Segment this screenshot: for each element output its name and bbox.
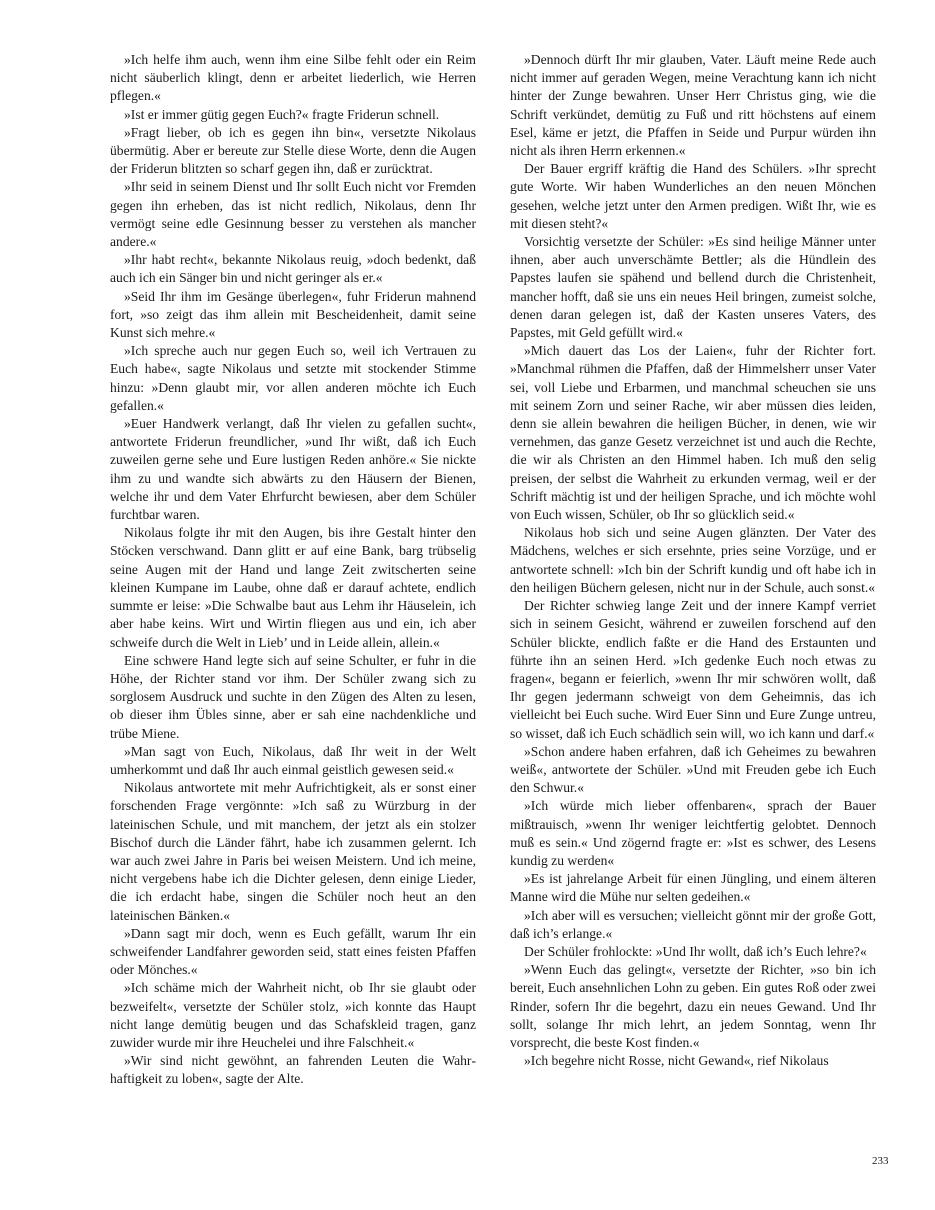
paragraph: »Ich helfe ihm auch, wenn ihm eine Silbe fehlt oder ein Reim nicht säuberlich klingt, denn er arbeitet liederlich, wie Herren pflegen.« xyxy=(110,52,476,104)
paragraph: Nikolaus antwortete mit mehr Aufrichtigkeit, als er sonst einer forschenden Frage vergönnte: »Ich saß zu Würzburg in der lateinischen Schule, und mit manchem, der jetzt als ein stolzer Bischof durch die Länder fährt, habe ich zusammen gelernt. Ich war auch zwei Jahre in Paris bei weisen Meistern. Und ich meine, nicht vergebens habe ich die Dichter gelesen, denn einige Lieder, die ich erdacht habe, singen die Schüler noch heut an den lateinischen Bänken.« xyxy=(110,780,476,923)
paragraph: Vorsichtig versetzte der Schüler: »Es sind heilige Männer unter ihnen, aber auch unverschämte Bettler; als die Hündlein des Papstes laufen sie spähend und bellend durch die Christenheit, mancher hofft, daß sie uns ein neues Heil bringen, zumeist solche, denen daran gelegen ist, daß der Kasten unseres Vaters, des Papstes, mit Geld gefüllt wird.« xyxy=(510,234,876,341)
paragraph: »Mich dauert das Los der Laien«, fuhr der Richter fort. »Manchmal rühmen die Pfaffen, daß der Himmelsherr unser Vater sei, voll Liebe und Erbarmen, und manchmal scheuchen sie uns mit seinem Zorn und seiner Rache, wir aber müssen dies leiden, denn sie allein bewahren die heiligen Bücher, in denen, wie wir vernehmen, das ganze Gesetz verzeichnet ist und auch die Rechte, die wir als Christen an den Himmel haben. Ich muß den selig preisen, der selbst die Wahrheit zu erkunden vermag, weil er der Schrift mächtig ist und der heiligen Sprache, und ich möchte wohl von Euch wissen, Schüler, ob Ihr so glücklich seid.« xyxy=(510,343,876,523)
paragraph: »Wenn Euch das gelingt«, versetzte der Richter, »so bin ich bereit, Euch ansehnlichen Lohn zu geben. Ein gutes Roß oder zwei Rinder, sofern Ihr die begehrt, dazu ein neues Gewand. Und Ihr sollt, solange Ihr mich lehrt, an jedem Sonntag, wenn Ihr vorsprecht, die beste Kost finden.« xyxy=(510,962,876,1050)
paragraph: »Man sagt von Euch, Nikolaus, daß Ihr weit in der Welt umherkommt und daß Ihr auch einmal geistlich gewesen seid.« xyxy=(110,743,476,777)
paragraph: »Dennoch dürft Ihr mir glauben, Vater. Läuft meine Rede auch nicht immer auf geraden Wegen, meine Verachtung kann ich nicht hinter der Zunge bewahren. Unser Herr Christus ging, wie die Schrift verkündet, demütig zu Fuß und ritt höchstens auf einem Esel, käme er jetzt, die Pfaffen in Seide und Purpur würden ihn nicht als ihren Herrn erkennen.« xyxy=(510,52,876,159)
paragraph: Der Richter schwieg lange Zeit und der innere Kampf verriet sich in seinem Gesicht, während er zuweilen forschend auf den Schüler blickte, endlich faßte er die Hand des Erstaunten und führte ihn an seinen Herd. »Ich gedenke Euch noch etwas zu fragen«, begann er feierlich, »wenn Ihr mir schwören wollt, daß Ihr gegen jedermann schweigt von dem Geheimnis, das ich vielleicht bei Euch suche. Wird Euer Sinn und Eure Zunge untreu, so wisset, daß ich Euch schädlich sein will, wo ich kann und darf.« xyxy=(510,598,876,741)
paragraph: »Wir sind nicht gewöhnt, an fahrenden Leuten die Wahrhaftigkeit zu loben«, sagte der Alte. xyxy=(110,1053,476,1087)
paragraph: »Dann sagt mir doch, wenn es Euch gefällt, warum Ihr ein schweifender Landfahrer geworden seid, statt eines feisten Pfaffen oder Mönches.« xyxy=(110,925,476,978)
paragraph: Eine schwere Hand legte sich auf seine Schulter, er fuhr in die Höhe, der Richter stand vor ihm. Der Schüler zwang sich zu sorglosem Ausdruck und suchte in den Zügen des Alten zu lesen, ob dieser ihm Übles sinne, aber er sah eine nachdenkliche und trübe Miene. xyxy=(110,652,476,741)
paragraph: »Seid Ihr ihm im Gesänge überlegen«, fuhr Friderun mahnend fort, »so zeigt das ihm allein mit Bescheidenheit, damit seine Kunst sich mehre.« xyxy=(110,288,476,341)
paragraph: »Ich begehre nicht Rosse, nicht Gewand«, rief Nikolaus xyxy=(524,1053,829,1069)
paragraph: »Euer Handwerk verlangt, daß Ihr vielen zu gefallen sucht«, antwortete Friderun freundlicher, »und Ihr wißt, daß ich Euch zuweilen gerne sehe und Eure lustigen Reden anhöre.« Sie nickte ihm zu und wandte sich abwärts zu den Häusern der Bienen, welche ihr und dem Vater Ehrfurcht bewiesen, aber dem Schüler furchtbar waren. xyxy=(110,416,476,523)
paragraph: Nikolaus folgte ihr mit den Augen, bis ihre Gestalt hinter den Stöcken verschwand. Dann glitt er auf eine Bank, barg trübselig seine Augen mit der Hand und lange Zeit zwitscherten seine kleinen Kumpane im Laube, ohne daß er darauf achtete, endlich summte er leise: »Die Schwalbe baut aus Lehm ihr Häuselein, ich aber habe keins. Wirt und Wirtin fliegen aus und ein, ich aber schweife durch die Welt in Lieb’ und in Leide allein, allein.« xyxy=(110,525,476,650)
paragraph: »Schon andere haben erfahren, daß ich Geheimes zu bewahren weiß«, antwortete der Schüler. »Und mit Freuden gebe ich Euch den Schwur.« xyxy=(510,743,876,796)
left-column xyxy=(110,51,476,1089)
paragraph: »Ich spreche auch nur gegen Euch so, weil ich Vertrauen zu Euch habe«, sagte Nikolaus und setzte mit stockender Stimme hinzu: »Denn glaubt mir, vor allen anderen möchte ich Euch gefallen.« xyxy=(110,343,476,413)
paragraph: Der Schüler frohlockte: »Und Ihr wollt, daß ich’s Euch lehre?« xyxy=(524,943,867,959)
paragraph: »Es ist jahrelange Arbeit für einen Jüngling, und einem älteren Manne wird die Mühe nur selten gedeihen.« xyxy=(510,871,876,905)
paragraph: »Ich würde mich lieber offenbaren«, sprach der Bauer mißtrauisch, »wenn Ihr weniger leichtfertig gelobtet. Dennoch muß es sein.« Und zögernd fragte er: »Ist es schwer, des Lesens kundig zu werden« xyxy=(510,798,876,868)
paragraph: »Ich schäme mich der Wahrheit nicht, ob Ihr sie glaubt oder bezweifelt«, versetzte der Schüler stolz, »ich konnte das Haupt nicht lange demütig beugen und das Schafskleid tragen, ganz zuwider wurde mir ihre Heuchelei und ihre Falschheit.« xyxy=(110,980,476,1050)
page-number: 233 xyxy=(872,1155,889,1167)
paragraph: »Ihr seid in seinem Dienst und Ihr sollt Euch nicht vor Fremden gegen ihn erheben, das ist nicht redlich, Nikolaus, denn Ihr vermögt seine edle Gesinnung besser zu verstehen als mancher andere.« xyxy=(110,179,476,250)
paragraph: Der Bauer ergriff kräftig die Hand des Schülers. »Ihr sprecht gute Worte. Wir haben Wunderliches an den neuen Mönchen gesehen, welche jetzt unter den Armen predigen. Wißt Ihr, wie es mit diesen steht?« xyxy=(510,161,876,231)
paragraph: »Ich aber will es versuchen; vielleicht gönnt mir der große Gott, daß ich’s erlange.« xyxy=(510,907,876,941)
paragraph: Nikolaus hob sich und seine Augen glänzten. Der Vater des Mädchens, welches er sich ersehnte, pries seine Vorzüge, und er antwortete schnell: »Ich bin der Schrift kundig und oft habe ich in den heiligen Büchern gelesen, nicht nur in der Schule, auch sonst.« xyxy=(510,525,876,595)
right-column xyxy=(510,51,876,1070)
paragraph: »Fragt lieber, ob ich es gegen ihn bin«, versetzte Nikolaus übermütig. Aber er bereute zur Stelle diese Worte, denn die Augen der Friderun blitzten so scharf gegen ihn, daß er zurücktrat. xyxy=(110,124,476,177)
paragraph: »Ist er immer gütig gegen Euch?« fragte Friderun schnell. xyxy=(124,106,440,122)
paragraph: »Ihr habt recht«, bekannte Nikolaus reuig, »doch bedenkt, daß auch ich ein Sänger bin und nicht geringer als er.« xyxy=(110,252,476,286)
